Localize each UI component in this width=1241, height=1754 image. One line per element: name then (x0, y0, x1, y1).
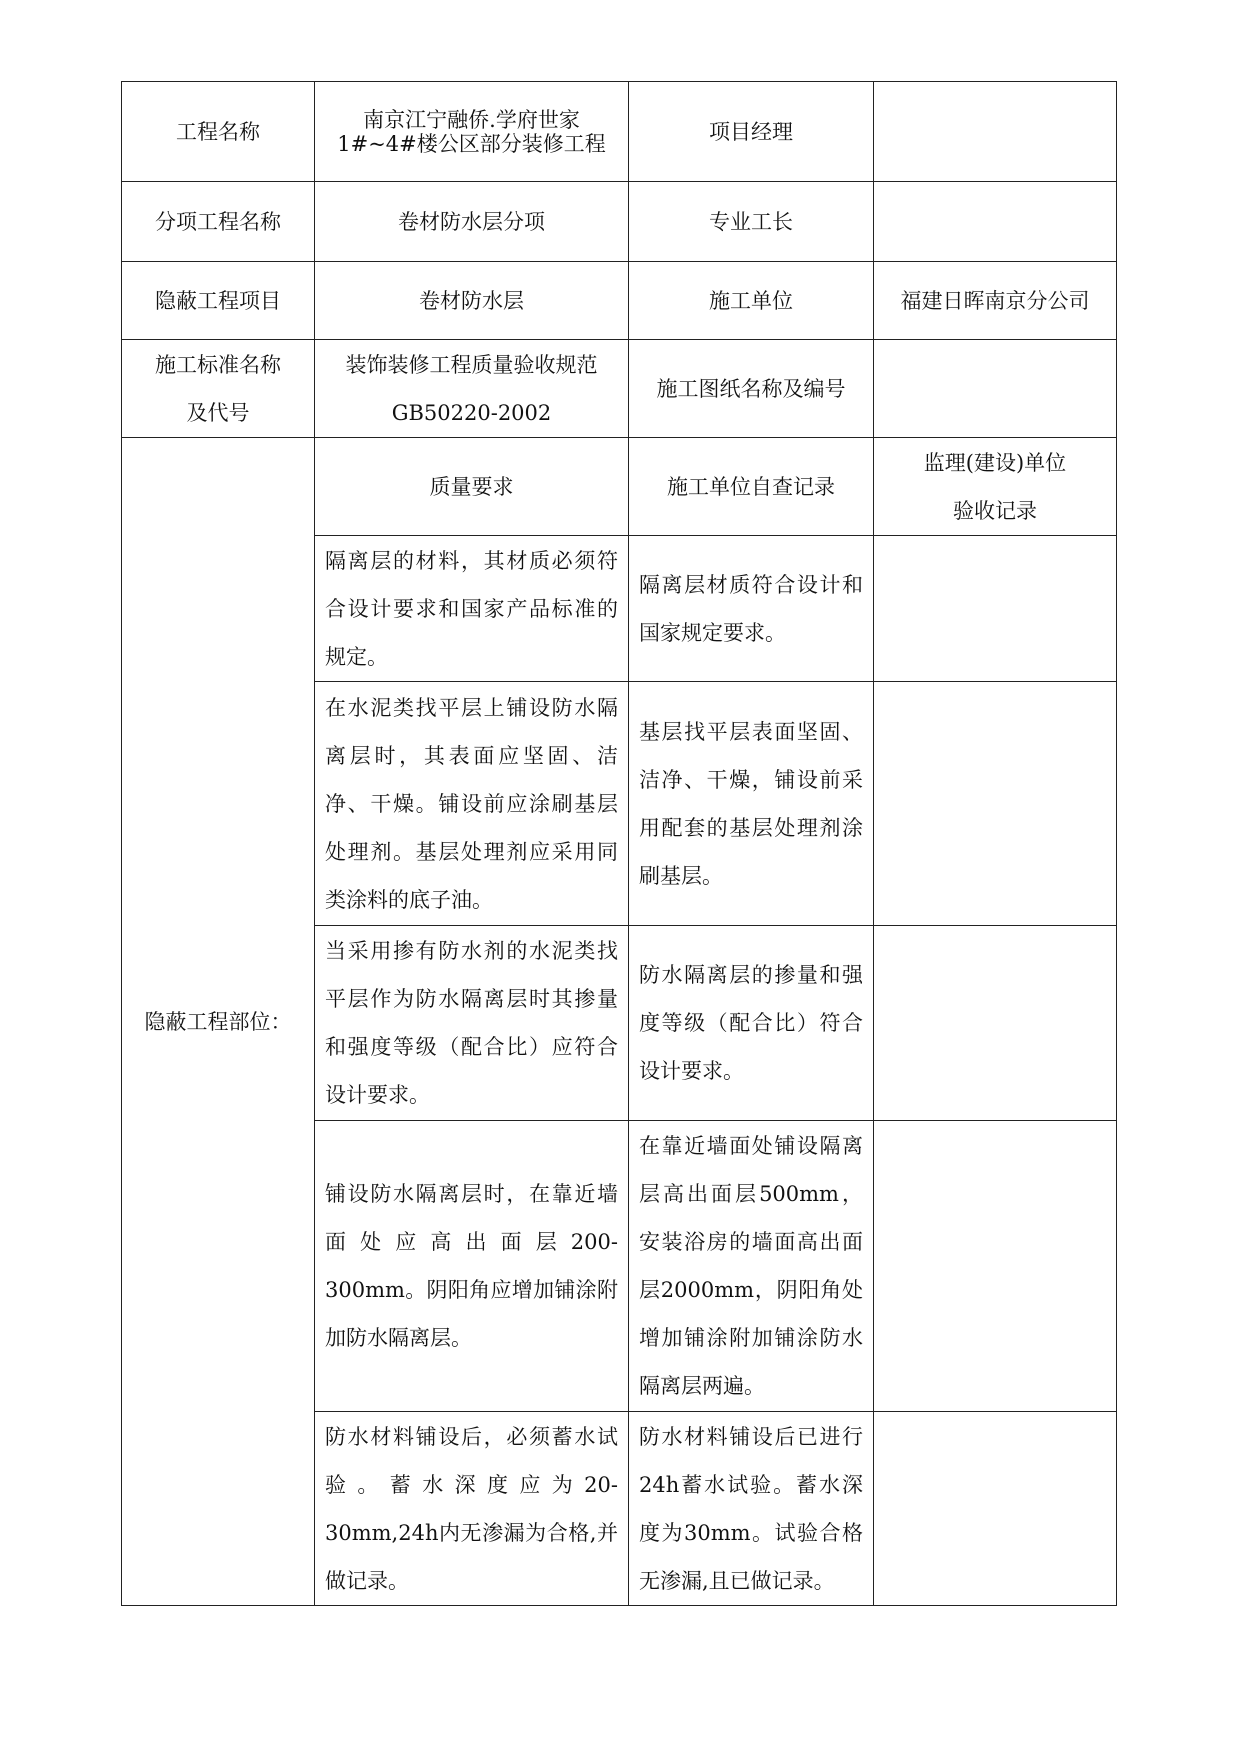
project-manager-label: 项目经理 (629, 82, 874, 182)
hidden-item-label: 隐蔽工程项目 (122, 262, 315, 340)
supervision-column-header: 监理(建设)单位 验收记录 (874, 438, 1117, 536)
quality-requirement: 隔离层的材料，其材质必须符合设计要求和国家产品标准的规定。 (315, 536, 629, 682)
standard-label: 施工标准名称 及代号 (122, 340, 315, 438)
acceptance-record (874, 536, 1117, 682)
quality-requirement: 防水材料铺设后，必须蓄水试验。蓄水深度应为20-30mm,24h内无渗漏为合格,并做记录。 (315, 1412, 629, 1606)
self-check-record: 在靠近墙面处铺设隔离层高出面层500mm，安装浴房的墙面高出面层2000mm，阴阳角处增加铺涂附加铺涂防水隔离层两遍。 (629, 1121, 874, 1412)
project-name-label: 工程名称 (122, 82, 315, 182)
drawing-label: 施工图纸名称及编号 (629, 340, 874, 438)
quality-requirement: 在水泥类找平层上铺设防水隔离层时，其表面应坚固、洁净、干燥。铺设前应涂刷基层处理剂。基层处理剂应采用同类涂料的底子油。 (315, 682, 629, 926)
self-check-record: 基层找平层表面坚固、洁净、干燥，铺设前采用配套的基层处理剂涂刷基层。 (629, 682, 874, 926)
contractor-label: 施工单位 (629, 262, 874, 340)
self-check-record: 防水隔离层的掺量和强度等级（配合比）符合设计要求。 (629, 926, 874, 1121)
acceptance-record (874, 1412, 1117, 1606)
table-row (122, 340, 1117, 438)
project-name-value: 南京江宁融侨.学府世家 1#~4#楼公区部分装修工程 (315, 82, 629, 182)
acceptance-record (874, 1121, 1117, 1412)
inspection-form-table (121, 81, 1117, 1606)
table-row (122, 182, 1117, 262)
acceptance-record (874, 926, 1117, 1121)
subitem-name-value: 卷材防水层分项 (315, 182, 629, 262)
self-check-record: 防水材料铺设后已进行24h蓄水试验。蓄水深度为30mm。试验合格无渗漏,且已做记录。 (629, 1412, 874, 1606)
acceptance-record (874, 682, 1117, 926)
drawing-value (874, 340, 1117, 438)
self-check-record: 隔离层材质符合设计和国家规定要求。 (629, 536, 874, 682)
quality-column-header: 质量要求 (315, 438, 629, 536)
contractor-value: 福建日晖南京分公司 (874, 262, 1117, 340)
subitem-name-label: 分项工程名称 (122, 182, 315, 262)
table-row (122, 82, 1117, 182)
foreman-value (874, 182, 1117, 262)
self-check-column-header: 施工单位自查记录 (629, 438, 874, 536)
hidden-location-label: 隐蔽工程部位： (122, 438, 315, 1606)
table-row (122, 438, 1117, 536)
hidden-item-value: 卷材防水层 (315, 262, 629, 340)
standard-value: 装饰装修工程质量验收规范 GB50220-2002 (315, 340, 629, 438)
quality-requirement: 当采用掺有防水剂的水泥类找平层作为防水隔离层时其掺量和强度等级（配合比）应符合设计要求。 (315, 926, 629, 1121)
table-row (122, 262, 1117, 340)
quality-requirement: 铺设防水隔离层时，在靠近墙面处应高出面层200-300mm。阴阳角应增加铺涂附加防水隔离层。 (315, 1121, 629, 1412)
project-manager-value (874, 82, 1117, 182)
foreman-label: 专业工长 (629, 182, 874, 262)
